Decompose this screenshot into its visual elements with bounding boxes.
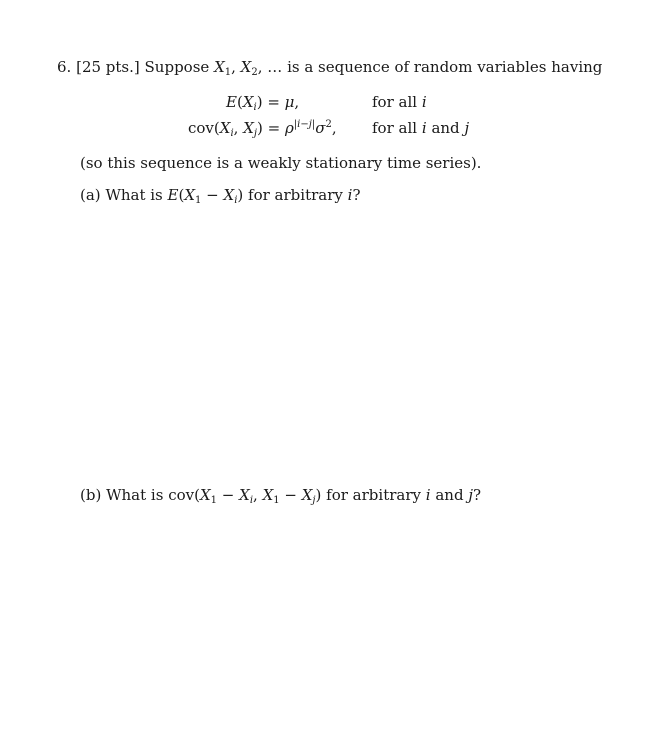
sequence-term-2: $X_2$ (240, 58, 258, 78)
part-b-question: (b) What is $cov(X_1 - X_i$, $X_1 - X_j$) for arbitrary i and j? (80, 486, 482, 506)
problem-number: 6. (57, 58, 72, 76)
problem-intro-tail: is a sequence of random variables having (287, 58, 603, 76)
problem-intro-text: Suppose (144, 58, 210, 76)
equation-mean: $E(X_i) = \mu$, (226, 93, 300, 113)
problem-statement: 6. [25 pts.] Suppose $X_1$, $X_2$, … is a sequence of random variables having (57, 58, 603, 78)
equation-covariance: $cov(X_i$, $X_j) = \rho^{|i-j|}\sigma^2$, (188, 119, 337, 139)
sequence-term-1: $X_1$ (214, 58, 232, 78)
problem-points: [25 pts.] (76, 58, 140, 76)
equation-mean-condition: for all i (372, 93, 427, 111)
part-b-label: (b) (80, 486, 102, 504)
sequence-ellipsis: … (267, 58, 283, 76)
part-a-question: (a) What is $E(X_1 - X_i)$ for arbitrary i? (80, 186, 361, 206)
equation-covariance-condition: for all i and j (372, 119, 470, 137)
part-a-label: (a) (80, 186, 101, 204)
stationarity-note: (so this sequence is a weakly stationary time series). (80, 154, 482, 172)
